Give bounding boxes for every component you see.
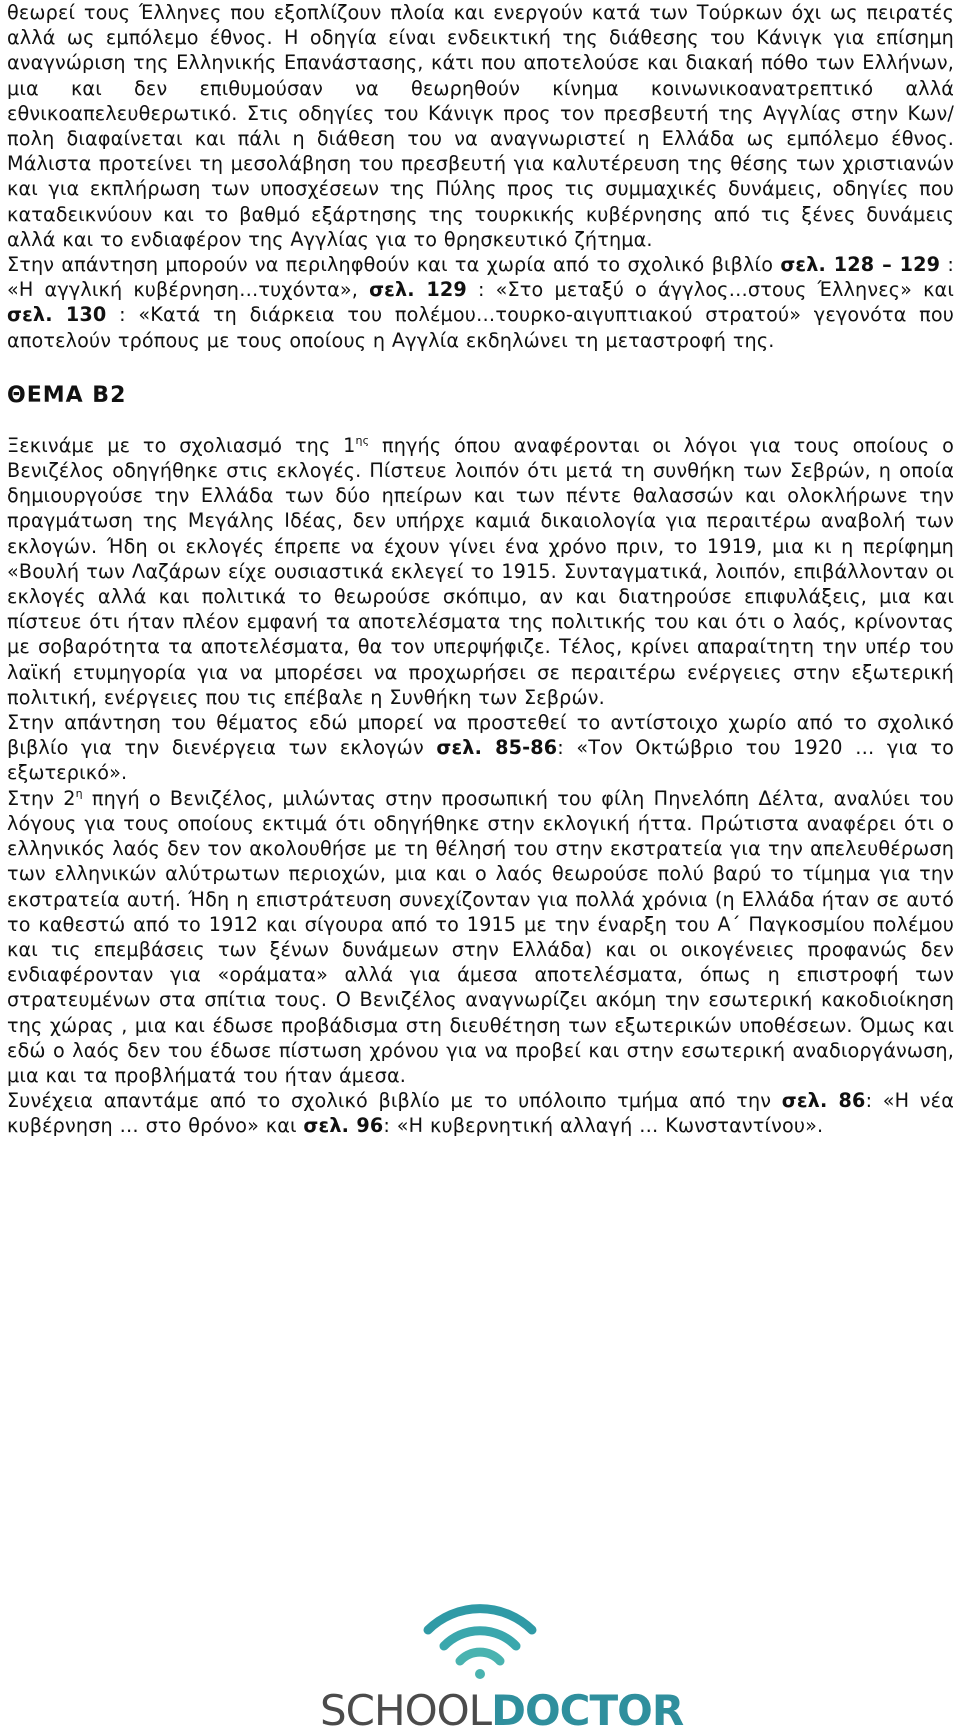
page-reference: σελ. 86 [781, 1089, 866, 1113]
text: πηγή ο Βενιζέλος, μιλώντας στην προσωπική του φίλη Πηνελόπη Δέλτα, αναλύει του λόγους για τους οποίους εκτιμά ότι οδηγήθηκε στην εκλογική ήττα. Πρώτιστα αναφέρει ότι ο ελληνικός λαός δεν τον ακολουθήσε με τη θέλησή του στην εκστρατεία για την απελευθέρωση των ελληνικών αλύτρωτων περιοχών, μια και ο λαός θεωρούσε πολύ βαρύ το τίμημα για την εκστρατεία αυτή. Ήδη η επιστράτευση συνεχίζονταν για πολλά χρόνια (η Ελλάδα ήταν σε αυτό το καθεστώ από το 1912 και σίγουρα από το 1915 με την έναρξη του Α΄ Παγκοσμίου πολέμου και τις επεμβάσεις των ξένων δυνάμεων στην Ελλάδα) και οι οικογένειες προφανώς δεν ενδιαφέρονταν για «οράματα» αλλά για άμεσα αποτελέσματα, όπως η επιστροφή των στρατευμένων στα σπίτια τους. Ο Βενιζέλος αναγνωρίζει ακόμη την εσωτερική κακοδιοίκηση της χώρας , μια και έδωσε προβάδισμα στη διευθέτηση των εξωτερικών υποθέσεων. Όμως και εδώ ο λαός δεν του έδωσε πίστωση χρόνου για να προβεί και στην εσωτερική αναδιοργάνωση, μια και τα προβλήματά του ήταν άμεσα. [7, 786, 955, 1087]
text: Στην 2 [7, 786, 76, 810]
text: : «Τον Οκτώβριο του 1920 … για το εξωτερικό». [7, 736, 954, 785]
text: : «Η κυβερνητική αλλαγή … Κωνσταντίνου». [383, 1114, 824, 1138]
text: Συνέχεια απαντάμε από το σχολικό βιβλίο με το υπόλοιπο τμήμα από την [7, 1089, 782, 1113]
text: Στην απάντηση μπορούν να περιληφθούν και τα χωρία από το σχολικό βιβλίο [7, 253, 781, 277]
paragraph-textbook-references-1 [7, 252, 954, 353]
text: : «Η νέα κυβέρνηση … στο θρόνο» και [7, 1089, 954, 1138]
document-page [7, 0, 954, 1139]
paragraph-textbook-references-2 [7, 710, 954, 786]
page-reference: σελ. 85-86 [436, 736, 558, 760]
page-reference: σελ. 96 [303, 1114, 384, 1138]
text: : «Η αγγλική κυβέρνηση…τυχόντα», [7, 253, 954, 302]
paragraph-canning-instructions [7, 0, 954, 252]
paragraph-textbook-references-3 [7, 1088, 954, 1138]
logo-wordmark [320, 1686, 684, 1736]
schooldoctor-logo [320, 1590, 684, 1735]
page-reference: σελ. 129 [369, 278, 467, 302]
paragraph-source-2 [7, 786, 954, 1088]
text: : «Κατά τη διάρκεια του πολέμου…τουρκο-αιγυπτιακού στρατού» γεγονότα που αποτελούν τρόπους με τους οποίους η Αγγλία εκδηλώνει τη μεταστροφή της. [7, 303, 954, 352]
text: θεωρεί τους Έλληνες που εξοπλίζουν πλοία και ενεργούν κατά των Τούρκων όχι ως πειρατές αλλά ως εμπόλεμο έθνος. Η οδηγία είναι ενδεικτική της διάθεσης του Κάνιγκ για επίσημη αναγνώριση της Ελληνικής Επανάστασης, κάτι που αποτελούσε και διακαή πόθο των Ελλήνων, μια και δεν επιθυμούσαν να θεωρηθούν κίνημα κοινωνικοανατρεπτικό αλλά εθνικοαπελευθερωτικό. Στις οδηγίες του Κάνιγκ προς τον πρεσβευτή της Αγγλίας στην Κων/πολη διαφαίνεται και πάλι η διάθεση του να αναγνωριστεί η Ελλάδα ως εμπόλεμο έθνος. Μάλιστα προτείνει τη μεσολάβηση του πρεσβευτή για καλυτέρευση της θέσης των χριστιανών και για εκπλήρωση των υποσχέσεων της Πύλης προς τις συμμαχικές δυνάμεις, οδηγίες που καταδεικνύουν και το βαθμό εξάρτησης της τουρκικής κυβέρνησης από τις ξένες δυνάμεις αλλά και το ενδιαφέρον της Αγγλίας για το θρησκευτικό ζήτημα. [7, 1, 954, 251]
page-reference: σελ. 128 – 129 [780, 253, 941, 277]
page-reference: σελ. 130 [7, 303, 107, 327]
logo-word-doctor: DOCTOR [491, 1686, 684, 1735]
logo-word-school: SCHOOL [320, 1686, 492, 1735]
text: πηγής όπου αναφέρονται οι λόγοι για τους οποίους ο Βενιζέλος οδηγήθηκε στις εκλογές. Πίστευε λοιπόν ότι μετά τη συνθήκη των Σεβρών, η οποία δημιουργούσε την Ελλάδα των δύο ηπείρων και των πέντε θαλασσών και ολοκλήρωνε την πραγμάτωση της Μεγάλης Ιδέας, δεν υπήρχε καμιά δικαιολογία για περαιτέρω αναβολή των εκλογών. Ήδη οι εκλογές έπρεπε να έχουν γίνει ένα χρόνο πριν, το 1919, μια κι η περίφημη «Βουλή των Λαζάρων είχε ουσιαστικά εκλεγεί το 1915. Συνταγματικά, λοιπόν, επιβάλλονταν οι εκλογές αλλά και πολιτικά το θεωρούσε σκόπιμο, αν και διατηρούσε επιφυλάξεις, μια και πίστευε ότι ήταν πλέον εμφανή τα αποτελέσματα της πολιτικής του και ότι ο λαός, κρίνοντας με σοβαρότητα τα αποτελέσματα, θα τον υπερψήφιζε. Τέλος, κρίνει απαραίτητη την υπέρ του λαϊκή ετυμηγορία για να μπορέσει να προχωρήσει σε περαιτέρω ενέργειες στην εξωτερική πολιτική, ενέργειες που τις επέβαλε η Συνθήκη των Σεβρών. [7, 433, 954, 709]
ordinal-suffix: η [75, 786, 83, 800]
wifi-signal-icon [420, 1590, 540, 1680]
ordinal-suffix: ης [355, 433, 370, 447]
text: Ξεκινάμε με το σχολιασμό της 1 [7, 433, 356, 457]
section-heading: ΘΕΜΑ Β2 [7, 382, 127, 408]
text: Στην απάντηση του θέματος εδώ μπορεί να προστεθεί το αντίστοιχο χωρίο από το σχολικό βιβλίο για την διενέργεια των εκλογών [7, 711, 954, 760]
text: : «Στο μεταξύ ο άγγλος…στους Έλληνες» και [466, 278, 954, 302]
paragraph-source-1 [7, 433, 954, 710]
